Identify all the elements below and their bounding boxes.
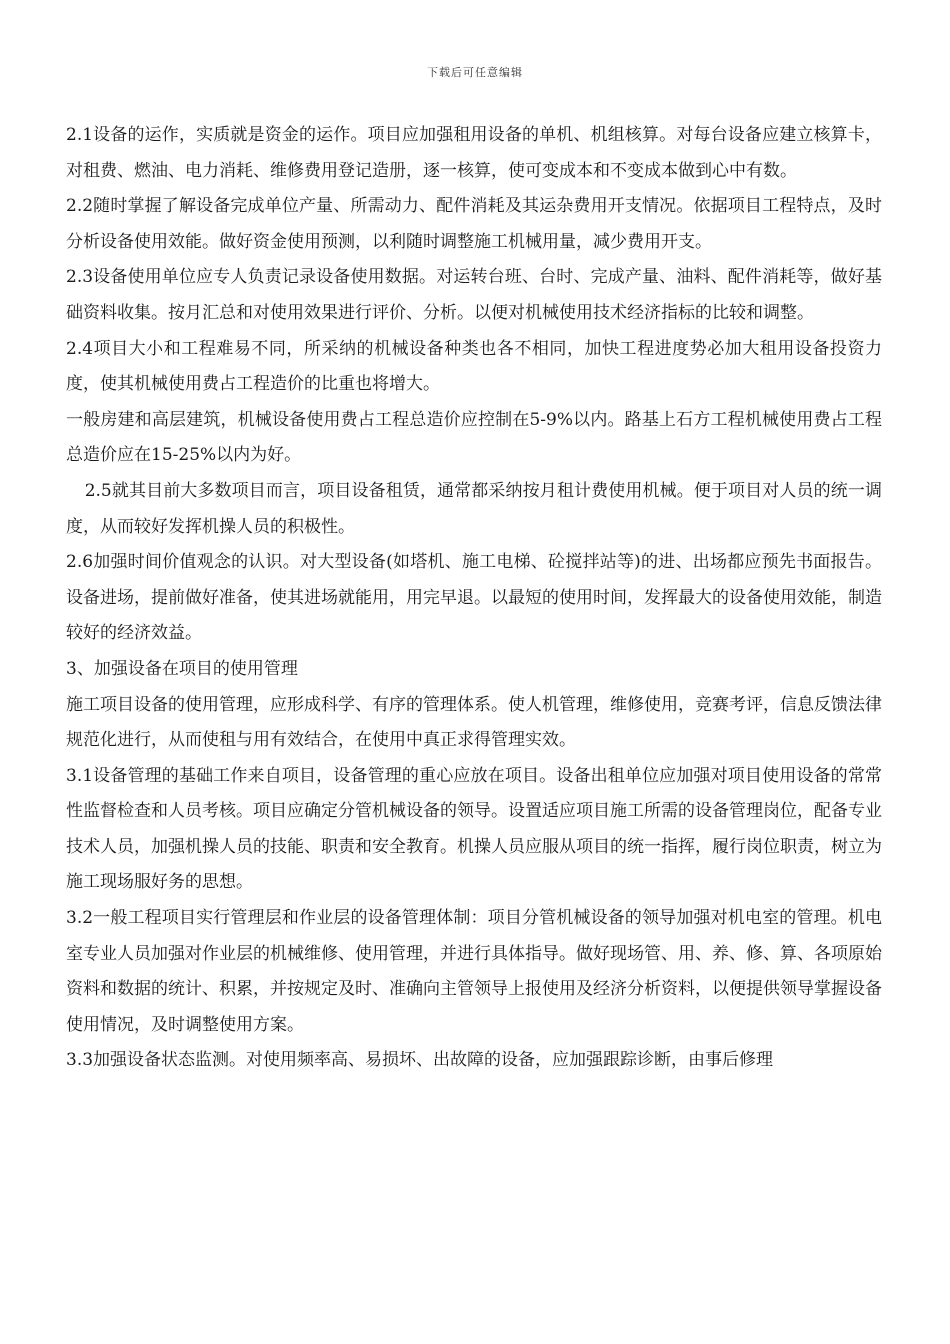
document-body (66, 118, 882, 1079)
paragraph-2-4: 2.4项目大小和工程难易不同，所采纳的机械设备种类也各不相同，加快工程进度势必加大租用设备投资力度，使其机械使用费占工程造价的比重也将增大。 (66, 338, 882, 395)
page-header-note: 下载后可任意编辑 (427, 66, 523, 79)
paragraph-section-3-intro: 施工项目设备的使用管理，应形成科学、有序的管理体系。使人机管理，维修使用，竞赛考评，信息反馈法律规范化进行，从而使租与用有效结合，在使用中真正求得管理实效。 (66, 694, 882, 751)
paragraph-3-3: 3.3加强设备状态监测。对使用频率高、易损坏、出故障的设备，应加强跟踪诊断，由事后修理 (66, 1050, 774, 1071)
paragraph-2-1: 2.1设备的运作，实质就是资金的运作。项目应加强租用设备的单机、机组核算。对每台设备应建立核算卡，对租费、燃油、电力消耗、维修费用登记造册，逐一核算，使可变成本和不变成本做到心中有数。 (66, 125, 882, 181)
paragraph-3-2: 3.2一般工程项目实行管理层和作业层的设备管理体制：项目分管机械设备的领导加强对机电室的管理。机电室专业人员加强对作业层的机械维修、使用管理，并进行具体指导。做好现场管、用、养、修、算、各项原始资料和数据的统计、积累，并按规定及时、准确向主管领导上报使用及经济分析资料，以便提供领导掌握设备使用情况，及时调整使用方案。 (66, 908, 882, 1035)
paragraph-2-5: 2.5就其目前大多数项目而言，项目设备租赁，通常都采纳按月租计费使用机械。便于项目对人员的统一调度，从而较好发挥机操人员的积极性。 (66, 480, 882, 537)
section-heading-3: 3、加强设备在项目的使用管理 (66, 658, 298, 679)
paragraph-2-3: 2.3设备使用单位应专人负责记录设备使用数据。对运转台班、台时、完成产量、油料、配件消耗等，做好基础资料收集。按月汇总和对使用效果进行评价、分析。以便对机械使用技术经济指标的比较和调整。 (66, 267, 882, 323)
paragraph-2-6: 2.6加强时间价值观念的认识。对大型设备(如塔机、施工电梯、砼搅拌站等)的进、出场都应预先书面报告。设备进场，提前做好准备，使其进场就能用，用完早退。以最短的使用时间，发挥最大的设备使用效能，制造较好的经济效益。 (66, 552, 882, 644)
paragraph-3-1: 3.1设备管理的基础工作来自项目，设备管理的重心应放在项目。设备出租单位应加强对项目使用设备的常常性监督检查和人员考核。项目应确定分管机械设备的领导。设置适应项目施工所需的设备管理岗位，配备专业技术人员，加强机操人员的技能、职责和安全教育。机操人员应服从项目的统一指挥，履行岗位职责，树立为施工现场服好务的思想。 (66, 765, 882, 893)
paragraph-2-2: 2.2随时掌握了解设备完成单位产量、所需动力、配件消耗及其运杂费用开支情况。依据项目工程特点，及时分析设备使用效能。做好资金使用预测，以利随时调整施工机械用量，减少费用开支。 (66, 196, 882, 252)
paragraph-cost-ratio: 一般房建和高层建筑，机械设备使用费占工程总造价应控制在5-9%以内。路基上石方工程机械使用费占工程总造价应在15-25%以内为好。 (66, 409, 882, 466)
